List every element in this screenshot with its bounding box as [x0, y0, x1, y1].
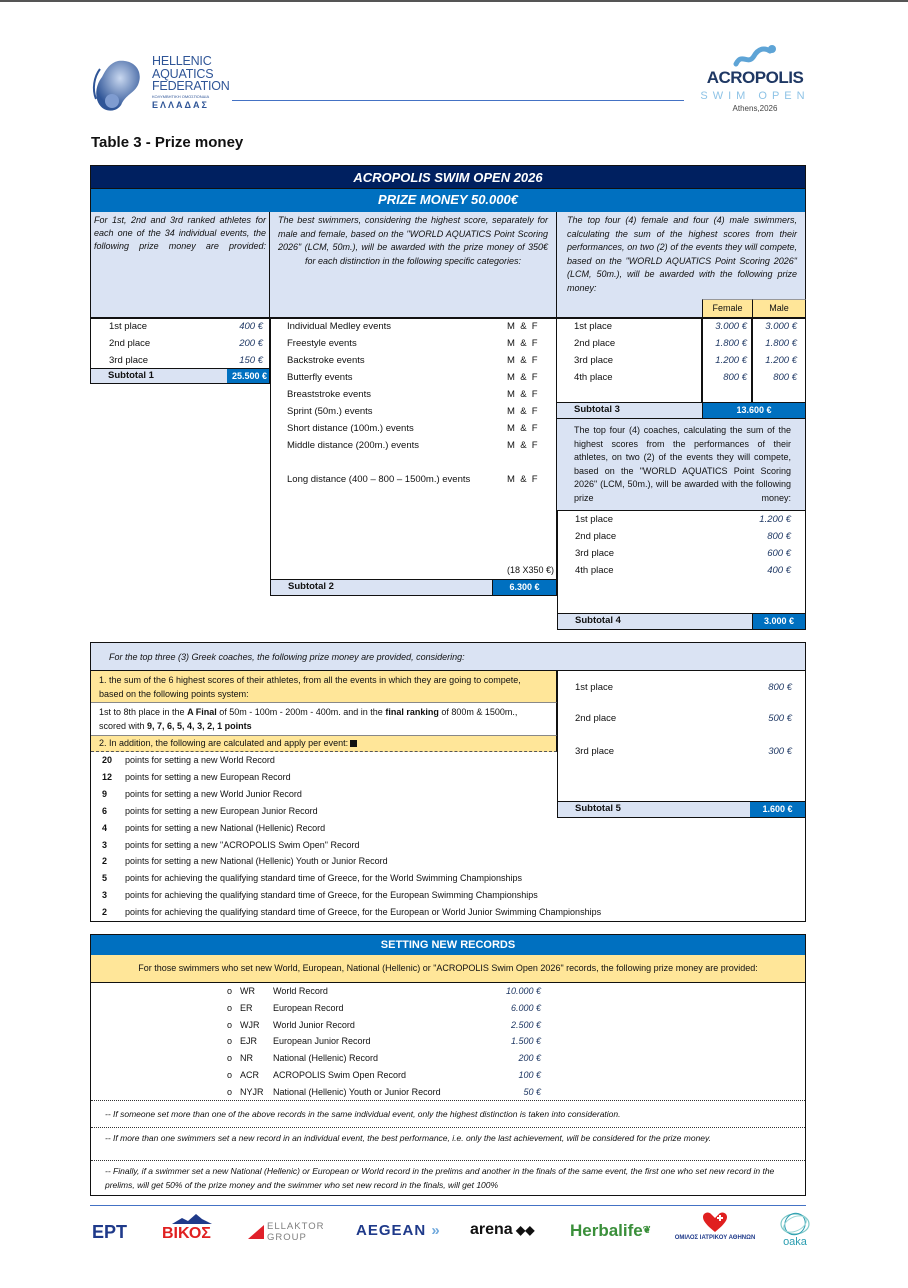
record-name: National (Hellenic) Youth or Junior Record — [273, 1086, 441, 1097]
female-amount: 1.200 € — [715, 355, 747, 366]
sponsor-name: ELLAKTOR GROUP — [267, 1221, 325, 1243]
subtotal-label: Subtotal 4 — [575, 615, 621, 626]
place-label: 3rd place — [575, 746, 615, 757]
sponsor-name: ΟΜΙΛΟΣ ΙΑΤΡΙΚΟΥ ΑΘΗΝΩΝ — [674, 1235, 756, 1241]
category-name: Middle distance (200m.) events — [287, 440, 420, 451]
records-list — [91, 984, 805, 1101]
category-name: Long distance (400 – 800 – 1500m.) events — [287, 474, 471, 485]
male-amount: 1.200 € — [765, 355, 797, 366]
record-name: National (Hellenic) Record — [273, 1053, 379, 1064]
triangle-icon — [248, 1225, 264, 1239]
sponsor-aegean-logo — [356, 1222, 460, 1240]
category-name: Sprint (50m.) events — [287, 406, 373, 417]
marker-icon — [350, 740, 357, 747]
record-code: WJR — [240, 1019, 260, 1030]
points-value: 2 — [102, 907, 108, 918]
records-note: -- Finally, if a swimmer set a new National (Hellenic) or European or World record in the prelims and another in the finals of the same event, the first one who set new record in the prelims, will get 50% of the prize money and the swimmer who set new record in the finals, will get 100% — [105, 1166, 775, 1190]
subtotal2-amount: 6.300 € — [492, 579, 557, 596]
points-description: points for setting a new National (Hellenic) Record — [125, 822, 326, 833]
ranking-part-bold: 9, 7, 6, 5, 4, 3, 2, 1 points — [147, 720, 252, 731]
points-description: points for achieving the qualifying standard time of Greece, for the European or World Junior Swimming Championships — [125, 907, 602, 918]
ranking-part-bold: final ranking — [385, 707, 439, 717]
record-code: NYJR — [240, 1086, 264, 1097]
sponsor-vikos-logo — [162, 1214, 224, 1246]
logo-sub: SWIM OPEN — [700, 90, 810, 102]
record-amount: 100 € — [518, 1070, 541, 1080]
bullet-icon: o — [227, 1002, 233, 1013]
bullet-icon: o — [227, 1019, 233, 1030]
record-amount: 10.000 € — [505, 986, 541, 996]
sponsor-name: AEGEAN — [356, 1222, 427, 1239]
female-amount: 3.000 € — [715, 321, 747, 332]
header-divider — [232, 100, 684, 101]
greek-coaches-intro-row — [91, 643, 805, 671]
category-gender: M & F — [507, 355, 538, 366]
heart-cross-icon — [703, 1212, 727, 1232]
record-code: ACR — [240, 1070, 260, 1080]
category-gender: M & F — [507, 440, 538, 451]
table-title: ACROPOLIS SWIM OPEN 2026 — [353, 170, 543, 185]
place-label: 3rd place — [575, 548, 615, 559]
prize-total-bar — [90, 189, 806, 212]
federation-line: HELLENIC — [152, 54, 212, 68]
place-amount: 1.200 € — [759, 514, 791, 525]
footer-divider — [90, 1205, 806, 1206]
place-label: 2nd place — [109, 338, 151, 349]
points-value: 4 — [102, 822, 108, 833]
record-amount: 200 € — [518, 1053, 541, 1064]
page-title: Table 3 - Prize money — [91, 134, 244, 151]
sponsor-name: arena — [470, 1221, 513, 1238]
records-note: -- If more than one swimmers set a new record in an individual event, the best performance, i.e. only the last achievement, will be considered for the prize money. — [105, 1133, 711, 1143]
points-value: 2 — [102, 856, 108, 867]
place-label: 4th place — [575, 565, 614, 576]
place-amount: 150 € — [239, 355, 263, 366]
header-male: Male — [752, 299, 806, 318]
category-name: Individual Medley events — [287, 321, 392, 332]
place-label: 2nd place — [575, 531, 617, 542]
sponsor-ellaktor-logo — [248, 1220, 348, 1246]
logo-name: ACROPOLIS — [706, 68, 804, 87]
sponsor-name: ΒΙΚΟΣ — [162, 1225, 211, 1242]
record-amount: 6.000 € — [510, 1002, 541, 1013]
note-row — [91, 1102, 805, 1128]
male-amount: 1.800 € — [765, 338, 797, 349]
record-name: World Junior Record — [273, 1019, 355, 1030]
category-name: Backstroke events — [287, 355, 365, 366]
male-amount: 800 € — [773, 372, 797, 383]
points-value: 3 — [102, 839, 108, 850]
place-label: 3rd place — [109, 355, 149, 366]
place-amount: 600 € — [767, 548, 791, 559]
col3-intro: The top four (4) female and four (4) male swimmers, calculating the sum of the highest scores from their performances, on two (2) of the events they will compete, based on the "WORLD AQUATICS Point Scoring 2026" (LCM, 50m.), will be awarded with the following prize money: — [567, 215, 797, 293]
sponsors-bar — [90, 1212, 820, 1256]
wave-swimmer-icon — [732, 44, 782, 68]
male-amount: 3.000 € — [765, 321, 797, 332]
records-title-bar — [91, 935, 805, 955]
place-amount: 500 € — [768, 713, 792, 724]
category-gender: M & F — [507, 321, 538, 332]
records-intro-row — [91, 955, 805, 983]
record-code: NR — [240, 1053, 253, 1064]
points-value: 5 — [102, 873, 108, 884]
col1-intro: For 1st, 2nd and 3rd ranked athletes for each one of the 34 individual events, the following prize money are provided: — [94, 215, 266, 251]
ranking-part: of 800m & 1500m., scored with — [99, 707, 518, 731]
bullet-icon: o — [227, 986, 233, 996]
place-label: 1st place — [109, 321, 148, 332]
point1-text: 1. the sum of the 6 highest scores of their athletes, from all the events in which they are going to compete, based on the following points system: — [99, 675, 521, 699]
federation-name — [152, 55, 230, 93]
place-amount: 400 € — [767, 565, 791, 576]
points-value: 3 — [102, 890, 108, 901]
category-gender: M & F — [507, 423, 538, 434]
subtotal5-row — [557, 801, 750, 818]
record-amount: 1.500 € — [510, 1036, 541, 1047]
coaches-places — [557, 511, 806, 613]
coaches-intro-cell — [557, 419, 806, 511]
swimmers-places — [557, 318, 806, 402]
points-description: points for achieving the qualifying standard time of Greece, for the World Swimming Championships — [125, 873, 523, 884]
category-name: Freestyle events — [287, 338, 357, 349]
records-title: SETTING NEW RECORDS — [380, 939, 516, 951]
place-label: 2nd place — [575, 713, 617, 724]
ranking-row — [91, 703, 557, 735]
record-amount: 2.500 € — [510, 1019, 541, 1030]
col2-intro: The best swimmers, considering the highest score, separately for male and female, based on the "WORLD AQUATICS Point Scoring 2026" (LCM, 50m.), will be awarded with the prize money of 350€ for each distinction in the following specific categories: — [278, 215, 548, 266]
subtotal4-amount: 3.000 € — [752, 613, 806, 630]
greek-coaches-intro: For the top three (3) Greek coaches, the following prize money are provided, considering: — [109, 652, 465, 662]
oaka-rings-icon — [779, 1212, 811, 1236]
subtotal5-amount: 1.600 € — [750, 801, 805, 818]
acropolis-swim-open-logo — [690, 44, 820, 120]
category-gender: M & F — [507, 406, 538, 417]
table-title-bar — [90, 165, 806, 189]
bullet-icon: o — [227, 1070, 233, 1080]
chevron-icon: » — [426, 1222, 441, 1239]
record-name: ACROPOLIS Swim Open Record — [273, 1070, 407, 1080]
subtotal1-amount: 25.500 € — [227, 368, 270, 384]
place-amount: 800 € — [767, 531, 791, 542]
category-name: Short distance (100m.) events — [287, 423, 414, 434]
category-gender: M & F — [507, 389, 538, 400]
leaf-icon: ❦ — [642, 1225, 652, 1236]
points-description: points for setting a new "ACROPOLIS Swim Open" Record — [125, 839, 360, 850]
federation-greek: ΕΛΛΑΔΑΣ — [152, 100, 209, 110]
category-name: Breaststroke events — [287, 389, 371, 400]
greek-coaches-places — [557, 671, 806, 801]
subtotal3-row — [557, 402, 702, 419]
place-amount: 300 € — [768, 746, 792, 757]
diamond-icon: ◆◆ — [512, 1223, 535, 1237]
records-note: -- If someone set more than one of the above records in the same individual event, only the highest distinction is taken into consideration. — [105, 1109, 621, 1119]
federation-line: FEDERATION — [152, 79, 230, 93]
bullet-icon: o — [227, 1086, 233, 1097]
sponsor-herbalife-logo — [570, 1221, 665, 1241]
records-intro: For those swimmers who set new World, European, National (Hellenic) or "ACROPOLIS Swim Open 2026" records, the following prize money are provided: — [138, 963, 758, 973]
place-amount: 200 € — [239, 338, 263, 349]
subtotal-label: Subtotal 5 — [575, 803, 621, 814]
point2-text — [99, 738, 357, 748]
subtotal4-row — [557, 613, 752, 630]
points-value: 6 — [102, 805, 108, 816]
ranking-part: 1st to 8th place in the — [99, 707, 188, 717]
record-code: WR — [240, 986, 255, 996]
sponsor-iatriko-logo — [672, 1212, 758, 1256]
points-description: points for setting a new European Record — [125, 771, 291, 782]
points-value: 12 — [102, 771, 113, 782]
category-gender: M & F — [507, 474, 538, 485]
place-label: 3rd place — [574, 355, 614, 366]
place-amount: 400 € — [239, 321, 263, 332]
points-value: 9 — [102, 788, 108, 799]
categories-list — [270, 318, 557, 580]
bullet-icon: o — [227, 1036, 233, 1047]
federation-emblem-icon — [90, 57, 145, 115]
col1-intro-cell — [90, 212, 270, 318]
points-description: points for setting a new World Junior Record — [125, 788, 302, 799]
place-label: 1st place — [575, 514, 614, 525]
subtotal2-row — [270, 579, 492, 596]
note-row — [91, 1162, 805, 1195]
ranking-part-bold: A Final — [187, 707, 217, 717]
coaches-intro: The top four (4) coaches, calculating the sum of the highest scores from the performances of their athletes, on two (2) of the events they will compete, based on the "WORLD AQUATICS Point Scoring 2026" (LCM, 50m.), will be awarded with the following prize money: — [574, 425, 791, 503]
record-name: European Record — [273, 1002, 344, 1013]
place-amount: 800 € — [768, 682, 792, 693]
header-female: Female — [702, 299, 752, 318]
bullet-icon: o — [227, 1053, 233, 1064]
ranking-part: of 50m - 100m - 200m - 400m. and in the — [216, 707, 386, 717]
logo-city: Athens,2026 — [732, 104, 778, 113]
note-row — [91, 1129, 805, 1161]
subtotal-label: Subtotal 2 — [288, 581, 334, 592]
federation-line: AQUATICS — [152, 66, 214, 81]
subtotal3-amount: 13.600 € — [702, 402, 806, 419]
category-gender: M & F — [507, 372, 538, 383]
points-description: points for setting a new European Junior Record — [125, 805, 318, 816]
record-code: EJR — [240, 1036, 258, 1047]
female-amount: 800 € — [723, 372, 747, 383]
record-name: World Record — [273, 986, 328, 996]
ranking-text — [99, 706, 546, 733]
place-label: 1st place — [574, 321, 613, 332]
page-top-border — [0, 0, 908, 2]
place-label: 2nd place — [574, 338, 616, 349]
points-value: 20 — [102, 755, 113, 765]
federation-small: ΚΟΛΥΜΒΗΤΙΚΗ ΟΜΟΣΠΟΝΔΙΑ — [152, 94, 210, 99]
subtotal1-row — [90, 368, 227, 384]
subtotal-label: Subtotal 3 — [574, 404, 620, 415]
sponsor-ert-logo: EPT — [92, 1222, 128, 1242]
sponsor-arena-logo — [470, 1221, 560, 1239]
record-code: ER — [240, 1002, 253, 1013]
place-label: 1st place — [575, 682, 614, 693]
category-gender: M & F — [507, 338, 538, 349]
mountain-icon — [172, 1214, 212, 1224]
place-label: 4th place — [574, 372, 613, 383]
points-description: points for achieving the qualifying standard time of Greece, for the European Swimming Championships — [125, 890, 538, 901]
category-name: Butterfly events — [287, 372, 353, 383]
sponsor-oaka-logo — [775, 1212, 815, 1256]
hellenic-aquatics-federation-logo — [88, 55, 238, 117]
prize-total: PRIZE MONEY 50.000€ — [378, 192, 518, 207]
points-description: points for setting a new National (Hellenic) Youth or Junior Record — [125, 856, 388, 867]
record-amount: 50 € — [523, 1086, 541, 1097]
categories-calc: (18 X350 €) — [506, 565, 554, 575]
female-amount: 1.800 € — [715, 338, 747, 349]
col2-intro-cell — [270, 212, 557, 318]
subtotal-label: Subtotal 1 — [108, 370, 154, 381]
point1-row — [91, 671, 557, 703]
sponsor-name: oaka — [783, 1236, 807, 1248]
point2-label: 2. In addition, the following are calculated and apply per event: — [99, 738, 349, 748]
point2-row — [91, 735, 557, 752]
points-description: points for setting a new World Record — [125, 755, 275, 765]
sponsor-name: Herbalife — [570, 1221, 643, 1240]
col1-places — [90, 318, 270, 368]
record-name: European Junior Record — [273, 1036, 371, 1047]
